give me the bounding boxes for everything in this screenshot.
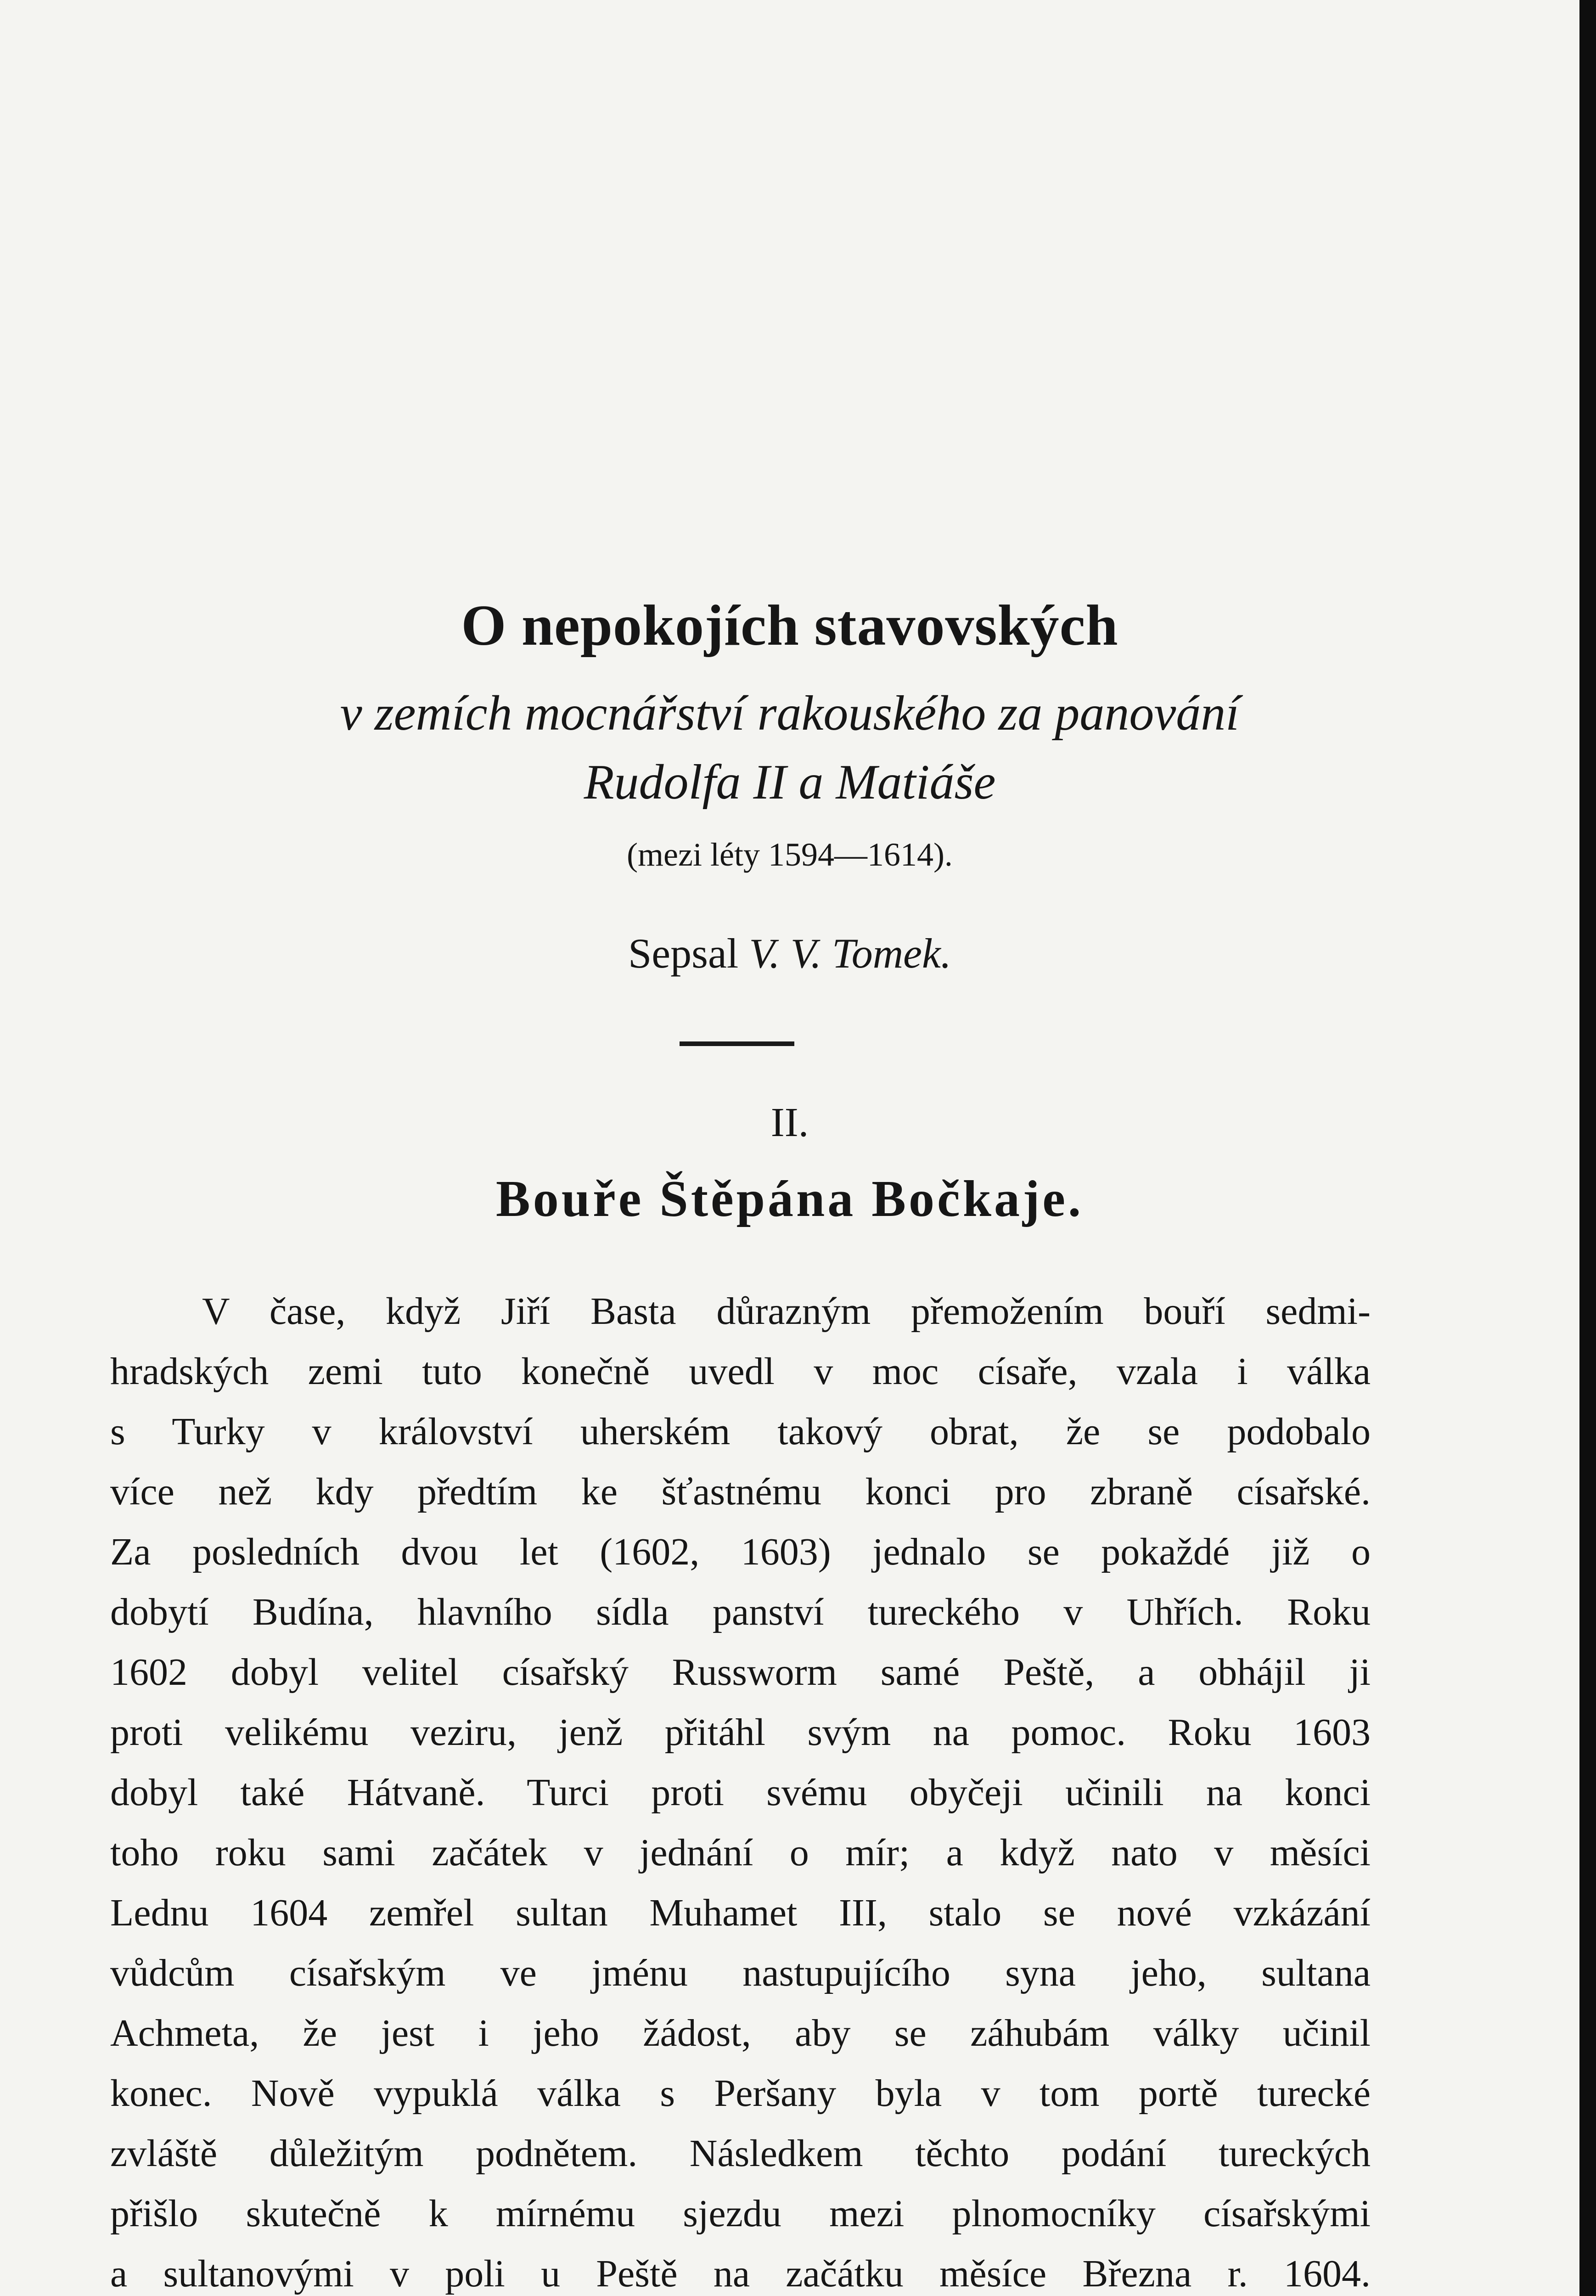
- text-line: zvláště důležitým podnětem. Následkem těchto podání tureckých: [110, 2132, 1371, 2175]
- text-line: konec. Nově vypuklá válka s Peršany byla v tom portě turecké: [110, 2072, 1371, 2115]
- article-dates: (mezi léty 1594—1614).: [627, 836, 953, 873]
- section-heading: Bouře Štěpána Bočkaje.: [496, 1171, 1084, 1227]
- text-line: přišlo skutečně k mírnému sjezdu mezi plnomocníky císařskými: [110, 2192, 1371, 2235]
- section-number: II.: [770, 1100, 809, 1145]
- text-line: dobytí Budína, hlavního sídla panství tureckého v Uhřích. Roku: [110, 1591, 1371, 1633]
- text-line: 1602 dobyl velitel císařský Russworm samé Peště, a obhájil ji: [110, 1651, 1371, 1694]
- text-line: a sultanovými v poli u Peště na začátku měsíce Března r. 1604.: [110, 2252, 1371, 2295]
- text-line: Za posledních dvou let (1602, 1603) jednalo se pokaždé již o: [110, 1531, 1371, 1573]
- body-text: [110, 1281, 1371, 2296]
- article-subtitle-line-2: Rudolfa II a Matiáše: [584, 755, 996, 810]
- text-line: V čase, když Jiří Basta důrazným přemožením bouří sedmi-: [202, 1290, 1371, 1333]
- text-line: Achmeta, že jest i jeho žádost, aby se záhubám války učinil: [110, 2012, 1371, 2054]
- author-name: V. V. Tomek.: [749, 930, 951, 977]
- text-line: více než kdy předtím ke šťastnému konci pro zbraně císařské.: [110, 1470, 1371, 1513]
- text-line: vůdcům císařským ve jménu nastupujícího syna jeho, sultana: [110, 1952, 1371, 1994]
- divider-rule: [680, 1041, 794, 1046]
- text-line: toho roku sami začátek v jednání o mír; a když nato v měsíci: [110, 1831, 1371, 1874]
- text-line: Lednu 1604 zemřel sultan Muhamet III, stalo se nové vzkázání: [110, 1891, 1371, 1934]
- author-prefix: Sepsal: [628, 930, 739, 977]
- article-title: O nepokojích stavovských: [461, 594, 1118, 658]
- text-line: hradských zemi tuto konečně uvedl v moc císaře, vzala i válka: [110, 1350, 1371, 1393]
- text-line: proti velikému veziru, jenž přitáhl svým na pomoc. Roku 1603: [110, 1711, 1371, 1754]
- article-subtitle-line-1: v zemích mocnářství rakouského za panování: [340, 686, 1240, 741]
- text-line: s Turky v království uherském takový obrat, že se podobalo: [110, 1410, 1371, 1453]
- author-line: [0, 930, 1579, 977]
- text-line: dobyl také Hátvaně. Turci proti svému obyčeji učinili na konci: [110, 1771, 1371, 1814]
